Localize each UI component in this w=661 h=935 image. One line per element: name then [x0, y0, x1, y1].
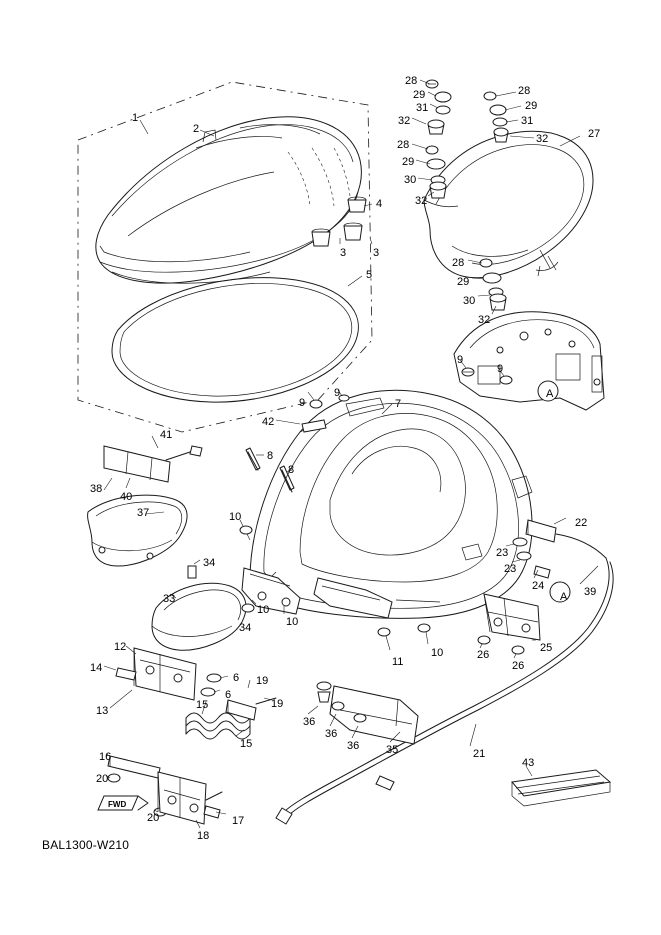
- callout-40: 40: [120, 491, 133, 503]
- callout-22: 22: [575, 517, 588, 529]
- callout-25: 25: [540, 642, 553, 654]
- callout-33: 33: [163, 593, 176, 605]
- callout-18: 18: [197, 830, 210, 842]
- callout-1: 1: [132, 112, 139, 124]
- callout-39: 39: [584, 586, 597, 598]
- callout-9: 9: [299, 397, 306, 409]
- callout-26: 26: [477, 649, 490, 661]
- callout-29: 29: [402, 156, 415, 168]
- callout-9: 9: [457, 354, 464, 366]
- callout-15: 15: [196, 699, 209, 711]
- callout-8: 8: [288, 464, 295, 476]
- callout-21: 21: [473, 748, 486, 760]
- part-code-label: BAL1300-W210: [42, 838, 130, 852]
- callout-32: 32: [415, 195, 428, 207]
- callout-36: 36: [325, 728, 338, 740]
- callout-17: 17: [232, 815, 245, 827]
- callout-29: 29: [457, 276, 470, 288]
- callout-34: 34: [203, 557, 216, 569]
- callout-6: 6: [233, 672, 240, 684]
- callout-24: 24: [532, 580, 545, 592]
- callout-A: A: [546, 388, 554, 400]
- callout-19: 19: [256, 675, 269, 687]
- callout-32: 32: [398, 115, 411, 127]
- callout-28: 28: [518, 85, 531, 97]
- callout-28: 28: [452, 257, 465, 269]
- callout-9: 9: [334, 387, 341, 399]
- callout-10: 10: [286, 616, 299, 628]
- callout-5: 5: [366, 269, 373, 281]
- callout-31: 31: [521, 115, 534, 127]
- callout-8: 8: [267, 450, 274, 462]
- callout-12: 12: [114, 641, 127, 653]
- callout-36: 36: [303, 716, 316, 728]
- callout-28: 28: [397, 139, 410, 151]
- callout-37: 37: [137, 507, 150, 519]
- callout-23: 23: [496, 547, 509, 559]
- callout-41: 41: [160, 429, 173, 441]
- callout-9: 9: [497, 363, 504, 375]
- fwd-direction-label: FWD: [108, 800, 127, 809]
- callout-31: 31: [416, 102, 429, 114]
- callout-34: 34: [239, 622, 252, 634]
- callout-4: 4: [376, 198, 383, 210]
- callout-13: 13: [96, 705, 109, 717]
- callout-7: 7: [395, 398, 402, 410]
- callout-15: 15: [240, 738, 253, 750]
- callout-19: 19: [271, 698, 284, 710]
- callout-3: 3: [373, 247, 380, 259]
- callout-10: 10: [229, 511, 242, 523]
- callout-43: 43: [522, 757, 535, 769]
- callout-23: 23: [504, 563, 517, 575]
- callout-10: 10: [257, 604, 270, 616]
- callout-2: 2: [193, 123, 200, 135]
- callout-3: 3: [340, 247, 347, 259]
- callout-20: 20: [147, 812, 160, 824]
- callout-26: 26: [512, 660, 525, 672]
- callout-32: 32: [536, 133, 549, 145]
- callout-35: 35: [386, 744, 399, 756]
- callout-29: 29: [413, 89, 426, 101]
- callout-28: 28: [405, 75, 418, 87]
- callout-20: 20: [96, 773, 109, 785]
- callout-36: 36: [347, 740, 360, 752]
- callout-14: 14: [90, 662, 103, 674]
- callout-6: 6: [225, 689, 232, 701]
- callout-A: A: [560, 591, 568, 603]
- callout-32: 32: [478, 314, 491, 326]
- callout-11: 11: [392, 656, 404, 668]
- callout-30: 30: [404, 174, 417, 186]
- callout-42: 42: [262, 416, 275, 428]
- callout-27: 27: [588, 128, 601, 140]
- callout-38: 38: [90, 483, 103, 495]
- callout-29: 29: [525, 100, 538, 112]
- callout-16: 16: [99, 751, 112, 763]
- callout-30: 30: [463, 295, 476, 307]
- callout-10: 10: [431, 647, 444, 659]
